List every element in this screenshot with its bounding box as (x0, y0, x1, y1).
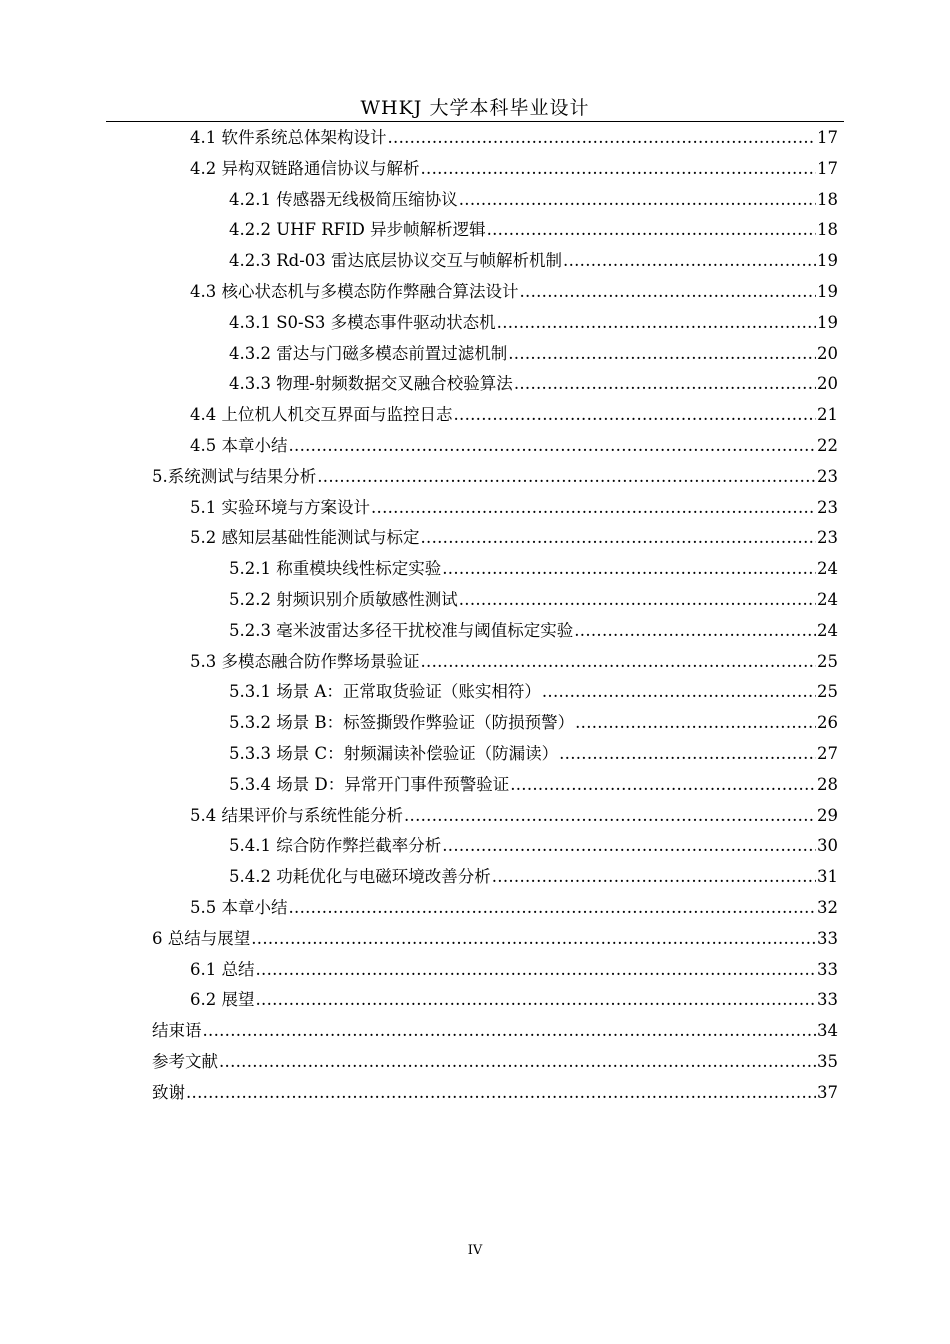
toc-entry-title: 4.3 核心状态机与多模态防作弊融合算法设计 (190, 282, 519, 301)
toc-entry-page: 30 (817, 836, 838, 856)
toc-entry-page: 20 (817, 343, 838, 363)
toc-dot-leader (317, 463, 816, 491)
toc-dot-leader (459, 186, 816, 214)
toc-entry-page: 25 (817, 651, 838, 671)
toc-entry-title: 结束语 (152, 1021, 202, 1041)
toc-entry-title: 5.3.3 场景 C：射频漏读补偿验证（防漏读） (229, 744, 559, 763)
toc-entry-title: 6.2 展望 (190, 990, 255, 1010)
toc-dot-leader (421, 648, 817, 676)
toc-entry-title: 参考文献 (152, 1052, 218, 1071)
toc-dot-leader (371, 494, 816, 522)
toc-dot-leader (289, 432, 817, 460)
toc-entry-title: 4.2.1 传感器无线极简压缩协议 (229, 189, 458, 209)
toc-dot-leader (186, 1079, 816, 1107)
toc-entry[interactable] (229, 863, 838, 891)
toc-dot-leader (559, 740, 816, 768)
toc-entry[interactable] (229, 555, 838, 583)
toc-entry-page: 18 (817, 220, 838, 240)
toc-entry-title: 6.1 总结 (190, 959, 255, 979)
toc-dot-leader (256, 956, 817, 984)
toc-entry[interactable] (190, 278, 838, 306)
toc-dot-leader (575, 709, 816, 737)
toc-entry-title: 5.2 感知层基础性能测试与标定 (190, 528, 420, 548)
toc-dot-leader (442, 832, 816, 860)
header-divider (106, 121, 844, 122)
toc-entry[interactable] (152, 1079, 838, 1107)
toc-entry-page: 24 (817, 620, 838, 640)
toc-entry-title: 5.4 结果评价与系统性能分析 (190, 805, 403, 825)
toc-entry-page: 29 (817, 805, 838, 825)
toc-entry-page: 21 (817, 405, 838, 425)
toc-entry-page: 22 (817, 436, 838, 455)
toc-dot-leader (520, 278, 817, 306)
toc-entry-title: 4.2 异构双链路通信协议与解析 (190, 158, 420, 178)
toc-entry[interactable] (190, 894, 838, 922)
toc-dot-leader (289, 894, 817, 922)
toc-entry-title: 5.3 多模态融合防作弊场景验证 (190, 651, 420, 671)
toc-entry-page: 17 (817, 128, 838, 147)
toc-entry-page: 37 (817, 1082, 838, 1102)
toc-entry-title: 5.4.2 功耗优化与电磁环境改善分析 (229, 867, 491, 887)
toc-dot-leader (487, 216, 816, 244)
toc-entry[interactable] (190, 124, 838, 152)
toc-entry[interactable] (190, 155, 838, 183)
toc-entry-title: 5.3.1 场景 A：正常取货验证（账实相符） (229, 682, 541, 702)
toc-entry-page: 31 (817, 867, 838, 887)
toc-entry-page: 28 (817, 774, 838, 794)
toc-entry-title: 5.4.1 综合防作弊拦截率分析 (229, 836, 442, 856)
toc-entry-title: 4.5 本章小结 (190, 436, 288, 455)
toc-dot-leader (421, 155, 817, 183)
toc-entry-page: 18 (817, 189, 838, 209)
toc-entry-page: 27 (817, 744, 838, 763)
toc-dot-leader (574, 617, 816, 645)
toc-entry-page: 17 (817, 158, 838, 178)
toc-entry-title: 4.3.3 物理-射频数据交叉融合校验算法 (229, 374, 513, 394)
toc-entry[interactable] (152, 1017, 838, 1045)
toc-entry[interactable] (190, 432, 838, 460)
toc-entry[interactable] (229, 617, 838, 645)
toc-entry-page: 19 (817, 312, 838, 332)
toc-entry[interactable] (190, 956, 838, 984)
toc-entry-page: 24 (817, 559, 838, 579)
toc-entry[interactable] (190, 401, 838, 429)
toc-entry-page: 23 (817, 528, 838, 548)
toc-entry[interactable] (229, 771, 838, 799)
page-header-title: WHKJ 大学本科毕业设计 (360, 97, 590, 119)
toc-entry-page: 26 (817, 713, 838, 733)
toc-entry[interactable] (229, 709, 838, 737)
toc-entry-page: 32 (817, 898, 838, 917)
toc-dot-leader (514, 370, 816, 398)
toc-dot-leader (508, 340, 816, 368)
toc-dot-leader (454, 401, 817, 429)
toc-entry[interactable] (229, 740, 838, 768)
toc-entry-page: 33 (817, 959, 838, 979)
toc-dot-leader (256, 986, 817, 1014)
toc-dot-leader (388, 124, 817, 152)
toc-entry-title: 5.1 实验环境与方案设计 (190, 497, 370, 517)
toc-entry-title: 4.3.1 S0-S3 多模态事件驱动状态机 (229, 312, 496, 332)
toc-entry[interactable] (190, 986, 838, 1014)
toc-entry-title: 5.2.1 称重模块线性标定实验 (229, 559, 442, 579)
toc-entry-page: 19 (817, 282, 838, 301)
toc-dot-leader (510, 771, 816, 799)
toc-entry-title: 4.4 上位机人机交互界面与监控日志 (190, 405, 453, 425)
toc-entry-title: 5.2.2 射频识别介质敏感性测试 (229, 590, 458, 609)
toc-entry[interactable] (229, 586, 838, 614)
toc-dot-leader (219, 1048, 816, 1076)
toc-entry-page: 20 (817, 374, 838, 394)
toc-entry-title: 5.2.3 毫米波雷达多径干扰校准与阈值标定实验 (229, 620, 574, 640)
toc-entry[interactable] (229, 309, 838, 337)
toc-entry[interactable] (229, 370, 838, 398)
toc-dot-leader (563, 247, 816, 275)
toc-entry-page: 23 (817, 466, 838, 486)
toc-entry-page: 23 (817, 497, 838, 517)
toc-entry[interactable] (190, 802, 838, 830)
toc-entry-title: 致谢 (152, 1082, 185, 1102)
toc-entry[interactable] (190, 524, 838, 552)
toc-dot-leader (251, 925, 816, 953)
toc-entry-page: 35 (817, 1052, 838, 1071)
toc-entry[interactable] (152, 463, 838, 491)
toc-entry[interactable] (229, 247, 838, 275)
toc-entry[interactable] (229, 216, 838, 244)
toc-entry-title: 6 总结与展望 (152, 928, 251, 948)
toc-entry-title: 4.3.2 雷达与门磁多模态前置过滤机制 (229, 343, 508, 363)
toc-entry-page: 25 (817, 682, 838, 702)
toc-entry[interactable] (229, 186, 838, 214)
toc-entry-title: 4.2.2 UHF RFID 异步帧解析逻辑 (229, 220, 486, 240)
toc-entry[interactable] (229, 832, 838, 860)
toc-entry-title: 5.系统测试与结果分析 (152, 466, 317, 486)
toc-entry-page: 33 (817, 928, 838, 948)
toc-dot-leader (404, 802, 816, 830)
toc-entry[interactable] (190, 648, 838, 676)
toc-entry[interactable] (229, 340, 838, 368)
toc-dot-leader (421, 524, 817, 552)
toc-dot-leader (203, 1017, 817, 1045)
toc-entry-page: 33 (817, 990, 838, 1010)
toc-entry[interactable] (152, 1048, 838, 1076)
toc-entry-page: 19 (817, 251, 838, 271)
toc-entry-title: 5.3.4 场景 D：异常开门事件预警验证 (229, 774, 510, 794)
toc-entry[interactable] (152, 925, 838, 953)
toc-dot-leader (497, 309, 816, 337)
page-number: IV (467, 1243, 483, 1258)
toc-entry-page: 34 (817, 1021, 838, 1041)
toc-dot-leader (459, 586, 816, 614)
toc-entry-title: 4.1 软件系统总体架构设计 (190, 128, 387, 147)
toc-entry[interactable] (229, 678, 838, 706)
toc-entry-title: 5.5 本章小结 (190, 898, 288, 917)
toc-dot-leader (542, 678, 816, 706)
toc-dot-leader (442, 555, 816, 583)
toc-dot-leader (492, 863, 816, 891)
toc-entry-page: 24 (817, 590, 838, 609)
toc-entry-title: 4.2.3 Rd-03 雷达底层协议交互与帧解析机制 (229, 251, 563, 271)
toc-entry-title: 5.3.2 场景 B：标签撕毁作弊验证（防损预警） (229, 713, 575, 733)
toc-entry[interactable] (190, 494, 838, 522)
